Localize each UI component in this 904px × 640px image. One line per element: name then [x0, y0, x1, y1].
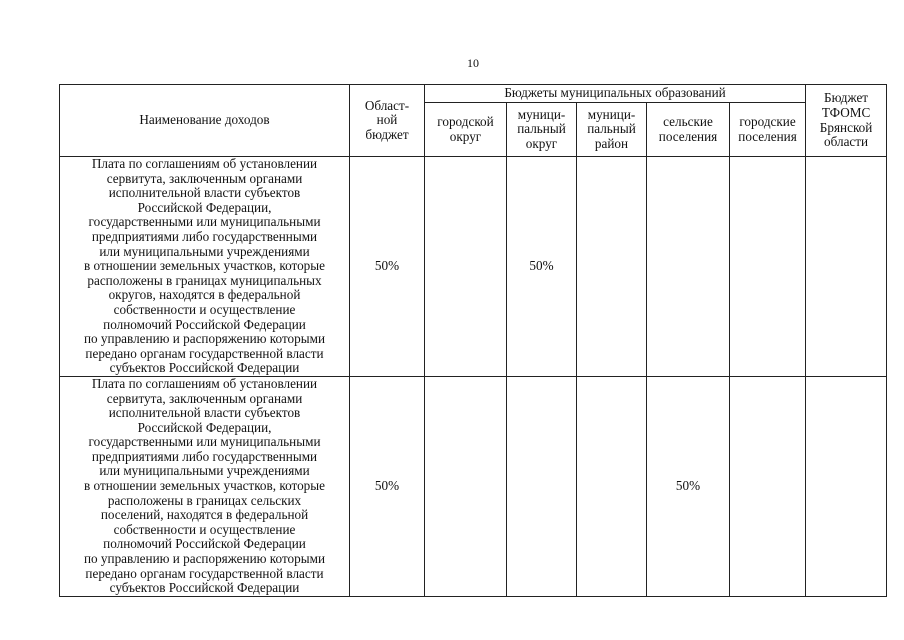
revenue-name-line: или муниципальными учреждениями: [99, 463, 310, 479]
header-municipal-budgets: Бюджеты муниципальных образований: [425, 85, 806, 103]
revenue-name-line: субъектов Российской Федерации: [109, 360, 300, 376]
revenue-name-line: сервитута, заключенным органами: [106, 390, 303, 406]
revenue-name-line: Плата по соглашениям об установлении: [91, 156, 318, 171]
municipal-district-share: 50%: [507, 157, 577, 377]
revenue-name-line: собственности и осуществление: [113, 301, 296, 317]
revenue-name-line: государственными или муниципальными: [88, 214, 321, 230]
urban-settlements-share: [730, 157, 806, 377]
revenue-name-line: округов, находятся в федеральной: [108, 287, 301, 303]
revenue-name-cell: [60, 376, 350, 596]
rural-settlements-share: 50%: [647, 376, 730, 596]
header-regional-budget: Област- ной бюджет: [350, 85, 425, 157]
header-rural-settlements: сельские поселения: [647, 103, 730, 157]
header-revenue-name: Наименование доходов: [60, 85, 350, 157]
table-row: [60, 376, 887, 596]
header-municipal-district: муници- пальный округ: [507, 103, 577, 157]
revenue-name-line: предприятиями либо государственными: [91, 448, 318, 464]
revenue-name-line: исполнительной власти субъектов: [108, 405, 301, 421]
revenue-name-line: сервитута, заключенным органами: [106, 170, 303, 186]
revenue-name-line: предприятиями либо государственными: [91, 228, 318, 244]
revenue-name-line: в отношении земельных участков, которые: [84, 258, 325, 274]
header-tfoms-budget: Бюджет ТФОМС Брянской области: [806, 85, 887, 157]
revenue-name-line: передано органам государственной власти: [85, 345, 324, 361]
revenue-name-line: собственности и осуществление: [113, 521, 296, 537]
rural-settlements-share: [647, 157, 730, 377]
revenue-name-line: поселений, находятся в федеральной: [100, 507, 309, 523]
revenue-name-cell: [60, 157, 350, 377]
revenue-name-line: Российской Федерации,: [137, 419, 272, 435]
revenue-name-line: или муниципальными учреждениями: [99, 243, 310, 259]
revenue-name-line: по управлению и распоряжению которыми: [83, 331, 325, 347]
regional-budget-share: 50%: [350, 376, 425, 596]
header-municipal-area: муници- пальный район: [577, 103, 647, 157]
revenue-name-line: субъектов Российской Федерации: [109, 580, 300, 596]
urban-district-share: [425, 376, 507, 596]
revenue-name-line: Плата по соглашениям об установлении: [91, 376, 318, 391]
municipal-district-share: [507, 376, 577, 596]
revenue-name-line: расположены в границах сельских: [107, 492, 302, 508]
revenue-name-line: полномочий Российской Федерации: [103, 316, 306, 332]
header-urban-settlements: городские поселения: [730, 103, 806, 157]
revenue-distribution-table: [59, 84, 887, 597]
revenue-name-line: расположены в границах муниципальных: [87, 272, 322, 288]
tfoms-share: [806, 157, 887, 377]
urban-settlements-share: [730, 376, 806, 596]
revenue-name-line: государственными или муниципальными: [88, 434, 321, 450]
table-header: [60, 85, 887, 157]
revenue-name-line: передано органам государственной власти: [85, 565, 324, 581]
tfoms-share: [806, 376, 887, 596]
header-urban-district: городской округ: [425, 103, 507, 157]
revenue-name-line: по управлению и распоряжению которыми: [83, 551, 325, 567]
urban-district-share: [425, 157, 507, 377]
revenue-name-line: в отношении земельных участков, которые: [84, 478, 325, 494]
table-row: [60, 157, 887, 377]
page-number: 10: [467, 56, 479, 70]
revenue-name-line: исполнительной власти субъектов: [108, 185, 301, 201]
regional-budget-share: 50%: [350, 157, 425, 377]
municipal-area-share: [577, 376, 647, 596]
revenue-name-line: Российской Федерации,: [137, 199, 272, 215]
revenue-name-line: полномочий Российской Федерации: [103, 536, 306, 552]
municipal-area-share: [577, 157, 647, 377]
